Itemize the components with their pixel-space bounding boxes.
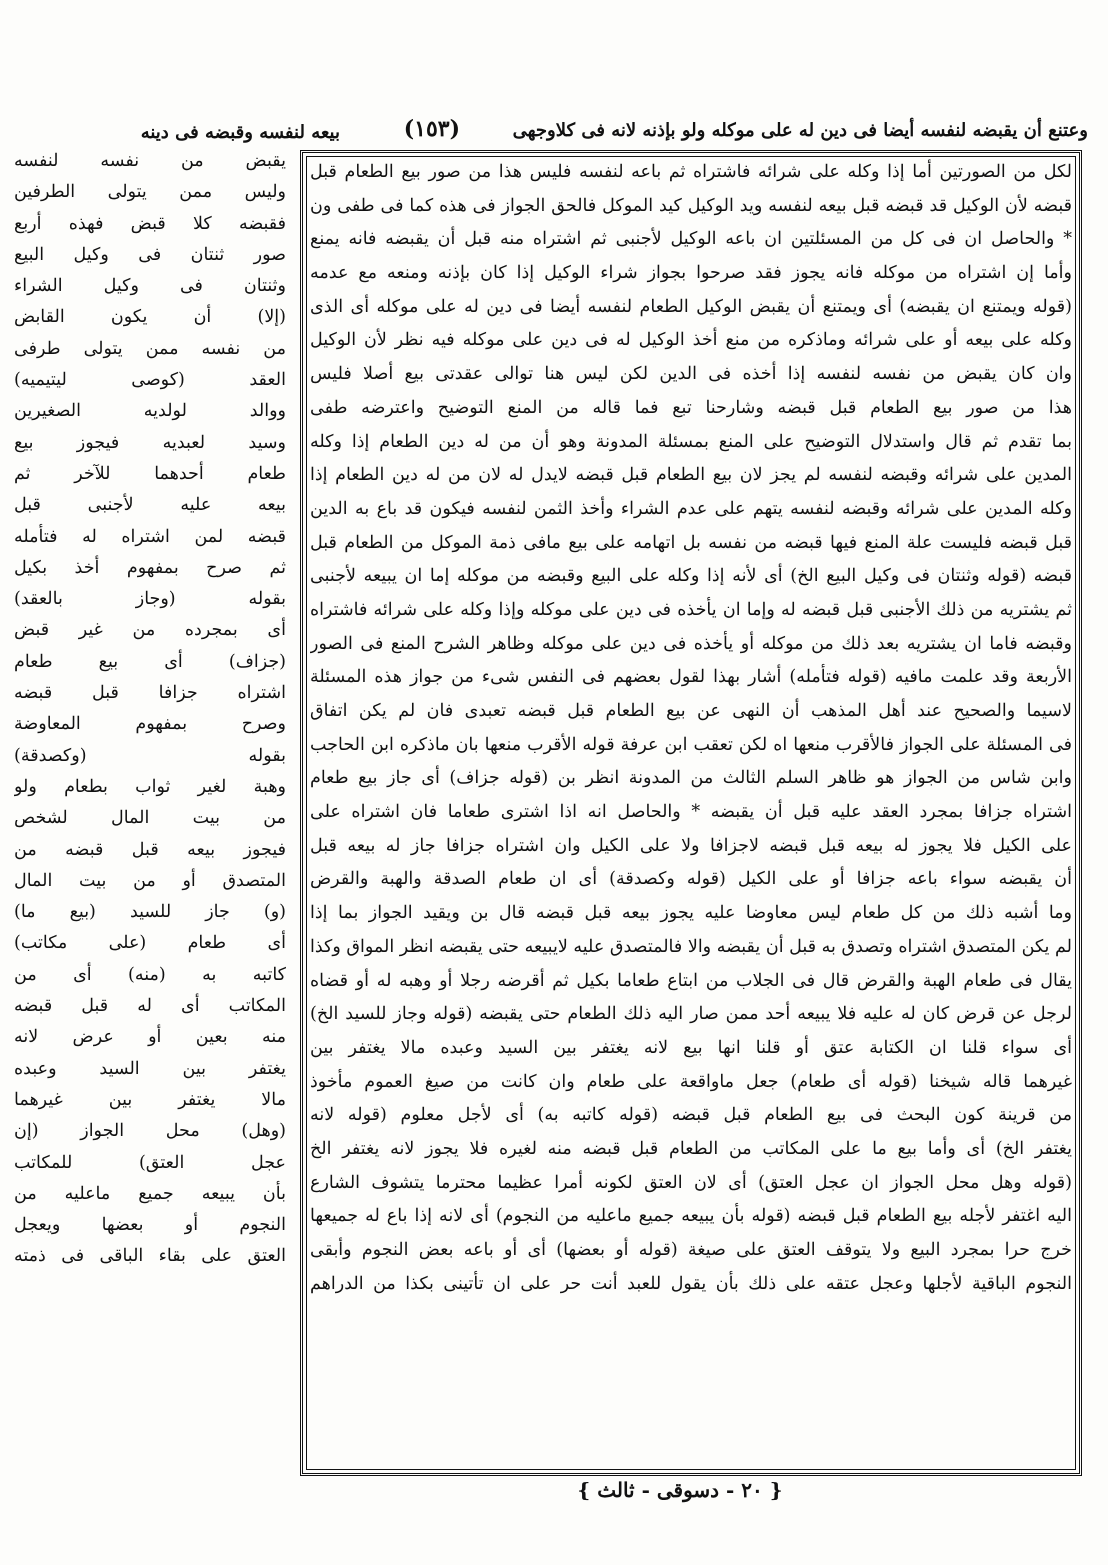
commentary-text <box>310 156 1072 1468</box>
margin-line: (و) جاز للسيد (بيع ما) <box>14 902 286 923</box>
commentary-line: (قوله وهل محل الجواز ان عجل العتق) أى لان العتق لكونه أمرا عظيما محترما يتشوف الشارع <box>310 1172 1072 1193</box>
margin-line: أى بمجرده من غير قبض <box>14 620 286 641</box>
margin-line: منه بعين أو عرض لانه <box>14 1027 286 1048</box>
commentary-line: وكله المدين على شرائه وقبضه لنفسه يتهم على عدم الشراء وأخذ الثمن لنفسه فيكون قد باع به الدين <box>310 498 1072 519</box>
commentary-line: أى سواء قلنا ان الكتابة عتق أو قلنا انها بيع لانه يغتفر بين السيد وعبده مالا يغتفر بين <box>310 1037 1072 1058</box>
margin-line: بقوله (وجاز بالعقد) <box>14 589 286 610</box>
commentary-line: وما أشبه ذلك من كل طعام ليس معاوضا عليه يجوز بيعه قبل قبضه قال بن ويقيد الجواز بما إذا <box>310 903 1072 924</box>
margin-line: بقوله (وكصدقة) <box>14 745 286 766</box>
commentary-line: اليه اغتفر لأجله بيع الطعام قبل قبضه (قوله بأن يبيعه جميع ماعليه من النجوم) أى لانه إذا باع له جميعها <box>310 1206 1072 1227</box>
commentary-line: المدين على شرائه وقبضه لنفسه لم يجز لان بيع الطعام قبل قبضه لايدل له لان من له دين الطعام إذا <box>310 465 1072 486</box>
margin-line: وسيد لعبديه فيجوز بيع <box>14 432 286 453</box>
page-footer: { ٢٠ - دسوقى - ثالث } <box>577 1478 783 1502</box>
margin-line: عجل العتق) للمكاتب <box>14 1152 286 1173</box>
margin-line: فيجوز بيعه قبل قبضه من <box>14 839 286 860</box>
commentary-line: قبل قبضه فليست علة المنع فيها قبضه من نفسه بل اتهامه على بيع مافى ذمة الموكل من الطعام قبل <box>310 532 1072 553</box>
margin-line: اشتراه جزافا قبل قبضه <box>14 683 286 704</box>
commentary-line: قبضه (قوله وثنتان فى وكيل البيع الخ) أى لأنه إذا وكله على البيع وقبضه من موكله إما ان يبيعه لأجنبى <box>310 566 1072 587</box>
margin-line: المكاتب أى له قبل قبضه <box>14 996 286 1017</box>
margin-line: بيعه عليه لأجنبى قبل <box>14 495 286 516</box>
margin-line: (جزاف) أى بيع طعام <box>14 651 286 672</box>
commentary-line: لرجل عن قرض كان له عليه فلا يبيعه أحد ممن صار اليه ذلك الطعام حتى يقبضه (قوله وجاز للسيد الخ) <box>310 1004 1072 1025</box>
page-number: (١٥٣) <box>403 116 460 142</box>
margin-line: وليس ممن يتولى الطرفين <box>14 182 286 203</box>
commentary-line: هذا من صور بيع الطعام قبل قبضه وشارحنا تبع فما قاله من المنع التوضيح واعترضه طفى <box>310 397 1072 418</box>
margin-line: مالا يغتفر بين غيرهما <box>14 1089 286 1110</box>
margin-line: يقبض من نفسه لنفسه <box>14 151 286 171</box>
commentary-line: (قوله ويمتنع ان يقبضه) أى ويمتنع أن يقبض الوكيل الطعام لنفسه أيضا فى دين له على موكله أى الذى <box>310 296 1072 317</box>
commentary-line: يقال فى طعام الهبة والقرض قال فى الجلاب من ابتاع طعاما بكيل ثم أقرضه رجلا أو وهبه له أو قضاه <box>310 970 1072 991</box>
margin-line: من نفسه ممن يتولى طرفى <box>14 338 286 359</box>
margin-line: كاتبه به (منه) أى من <box>14 964 286 985</box>
commentary-line: ثم يشتريه من ذلك الأجنبى قبل قبضه له وإما ان يأخذه فى دين على موكله وإذا وكله على شرائه فاشتراه <box>310 599 1072 620</box>
margin-line: وصرح بمفهوم المعاوضة <box>14 714 286 735</box>
commentary-line: فى المسئلة على الجواز فالأقرب منعها اه لكن تعقب ابن عرفة قوله الأقرب منعها بان ماذكره ابن الحاجب <box>310 734 1072 755</box>
margin-line: وهبة لغير ثواب بطعام ولو <box>14 776 286 797</box>
margin-line: (إلا) أن يكون القابض <box>14 307 286 328</box>
margin-line: ثم صرح بمفهوم أخذ بكيل <box>14 557 286 578</box>
commentary-line: وان كان يقبض من نفسه لنفسه إذا أخذه فى الدين لكن ليس هنا توالى عقدتى بيع أصلا فليس <box>310 364 1072 385</box>
margin-line: أى طعام (على مكاتب) <box>14 933 286 954</box>
commentary-line: أن يقبضه سواء باعه جزافا أو على الكيل (قوله وكصدقة) أى ان طعام الصدقة والهبة والقرض <box>310 869 1072 890</box>
margin-line: فقبضه كلا قبض فهذه أربع <box>14 213 286 234</box>
commentary-line: من قرينة كون البحث فى بيع الطعام قبل قبضه (قوله كاتبه به) أى لأجل معلوم (قوله لانه <box>310 1105 1072 1126</box>
commentary-line: غيرهما قاله شيخنا (قوله أى طعام) جعل ماواقعة على طعام وان كانت من صيغ العموم مأخوذ <box>310 1071 1072 1092</box>
commentary-line: لم يكن المتصدق اشتراه وتصدق به قبل أن يقبضه والا فالمتصدق عليه لايبيعه حتى يقبضه انظر المواق وكذا <box>310 936 1072 957</box>
commentary-line: يغتفر الخ) أى وأما بيع ما على المكاتب من الطعام قبل قبضه منه لغيره فلا يجوز لانه يغتفر الخ <box>310 1138 1072 1159</box>
margin-line: طعام أحدهما للآخر ثم <box>14 463 286 484</box>
commentary-line: خرج حرا بمجرد البيع ولا يتوقف العتق على صيغة (قوله أو بعضها) أى أو باعه بعض النجوم وأبقى <box>310 1240 1072 1260</box>
margin-line: ووالد لولديه الصغيرين <box>14 401 286 422</box>
commentary-line: * والحاصل ان فى كل من المسئلتين ان باعه الوكيل لأجنبى ثم اشتراه منه قبل أن يقبضه فانه يمنع <box>310 229 1072 250</box>
commentary-line: لكل من الصورتين أما إذا وكله على شرائه فاشتراه ثم باعه لنفسه فليس هذا من صور بيع الطعام قبل <box>310 162 1072 182</box>
commentary-line: قبضه لأن الوكيل قد قبضه قبل بيعه لنفسه ويد الوكيل كيد الموكل فالحق الجواز فى هذه كما فى طفى ون <box>310 195 1072 216</box>
header-side-text: بيعه لنفسه وقبضه فى دينه <box>140 122 340 143</box>
commentary-line: لاسيما والصحيح عند أهل المذهب أن النهى عن بيع الطعام قبل قبضه تعبدى فان لم يكن اتفاق <box>310 701 1072 721</box>
margin-line: العقد (كوصى ليتيميه) <box>14 370 286 391</box>
header-running-text: وعتنع أن يقبضه لنفسه أيضا فى دين له على موكله ولو بإذنه لانه فى كلاوجهى <box>512 120 1088 141</box>
commentary-line: وأما إن اشتراه من موكله فانه يجوز فقد صرحوا بجواز شراء الوكيل إذا كان بإذنه ومنعه مع عدمه <box>310 263 1072 284</box>
margin-line: بأن يبيعه جميع ماعليه من <box>14 1183 286 1204</box>
margin-line: النجوم أو بعضها ويعجل <box>14 1215 286 1236</box>
commentary-line: الأربعة وقد علمت مافيه (قوله فتأمله) أشار بهذا لقول بعضهم فى النفس شىء من جواز هذه المسئلة <box>310 667 1072 688</box>
commentary-line: النجوم الباقية لأجلها وعجل عتقه على ذلك بأن يقول للعبد أنت حر على ان تأتينى بكذا من الدراهم <box>310 1273 1072 1294</box>
commentary-line: وكله على بيعه أو على شرائه وماذكره من منع أخذ الوكيل له فى دين على موكله فيه نظر لأن الوكيل <box>310 330 1072 351</box>
margin-line: المتصدق أو من بيت المال <box>14 870 286 891</box>
commentary-line: وابن شاس من الجواز هو ظاهر السلم الثالث من المدونة انظر بن (قوله جزاف) أى جاز بيع طعام <box>310 768 1072 789</box>
commentary-line: بما تقدم ثم قال واستدلال التوضيح على المنع بمسئلة المدونة وهو أن من له دين الطعام إذا وكله <box>310 431 1072 452</box>
commentary-line: اشتراه جزافا بمجرد العقد عليه قبل أن يقبضه * والحاصل انه اذا اشترى طعاما فان اشتراه على <box>310 802 1072 823</box>
commentary-line: وقبضه فاما ان يشتريه بعد ذلك من موكله أو يأخذه فى دين على موكله وظاهر الشرح المنع فى الصور <box>310 633 1072 654</box>
margin-line: صور ثنتان فى وكيل البيع <box>14 244 286 265</box>
margin-line: من بيت المال لشخص <box>14 808 286 829</box>
margin-line: يغتفر بين السيد وعبده <box>14 1058 286 1079</box>
margin-line: العتق على بقاء الباقى فى ذمته <box>14 1246 286 1267</box>
margin-line: (وهل) محل الجواز (إن <box>14 1121 286 1142</box>
margin-line: وثنتان فى وكيل الشراء <box>14 276 286 297</box>
margin-text <box>14 146 286 1476</box>
commentary-line: على الكيل فلا يجوز له بيعه قبل قبضه لاجزافا ولا على الكيل وان اشتراه جزافا جاز له بيعه قبل <box>310 835 1072 856</box>
margin-line: قبضه لمن اشتراه له فتأمله <box>14 526 286 547</box>
